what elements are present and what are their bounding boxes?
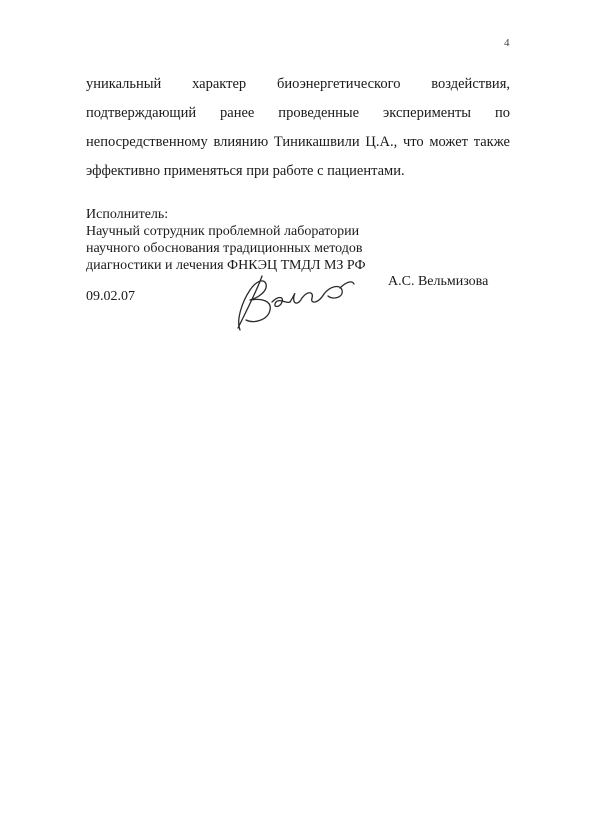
handwritten-signature [228,268,358,338]
paragraph-line-1: уникальный характер биоэнергетического воздействия, [86,76,510,92]
signatory-block [86,206,366,274]
signatory-position-line-2: научного обоснования традиционных методов [86,241,363,256]
signatory-role-label: Исполнитель: [86,207,169,222]
signatory-position-line-1: Научный сотрудник проблемной лаборатории [86,224,360,239]
signatory-position-line-3: диагностики и лечения ФНКЭЦ ТМДЛ МЗ РФ [86,258,366,273]
paragraph-line-3: непосредственному влиянию Тиникашвили Ц.А., что может также [86,134,510,150]
paragraph-line-2: подтверждающий ранее проведенные эксперименты по [86,105,510,121]
document-date: 09.02.07 [86,289,135,304]
body-paragraph [86,70,510,186]
paragraph-line-4: эффективно применяться при работе с пациентами. [86,163,405,179]
signatory-name: А.С. Вельмизова [388,274,489,289]
page-number: 4 [504,37,510,49]
